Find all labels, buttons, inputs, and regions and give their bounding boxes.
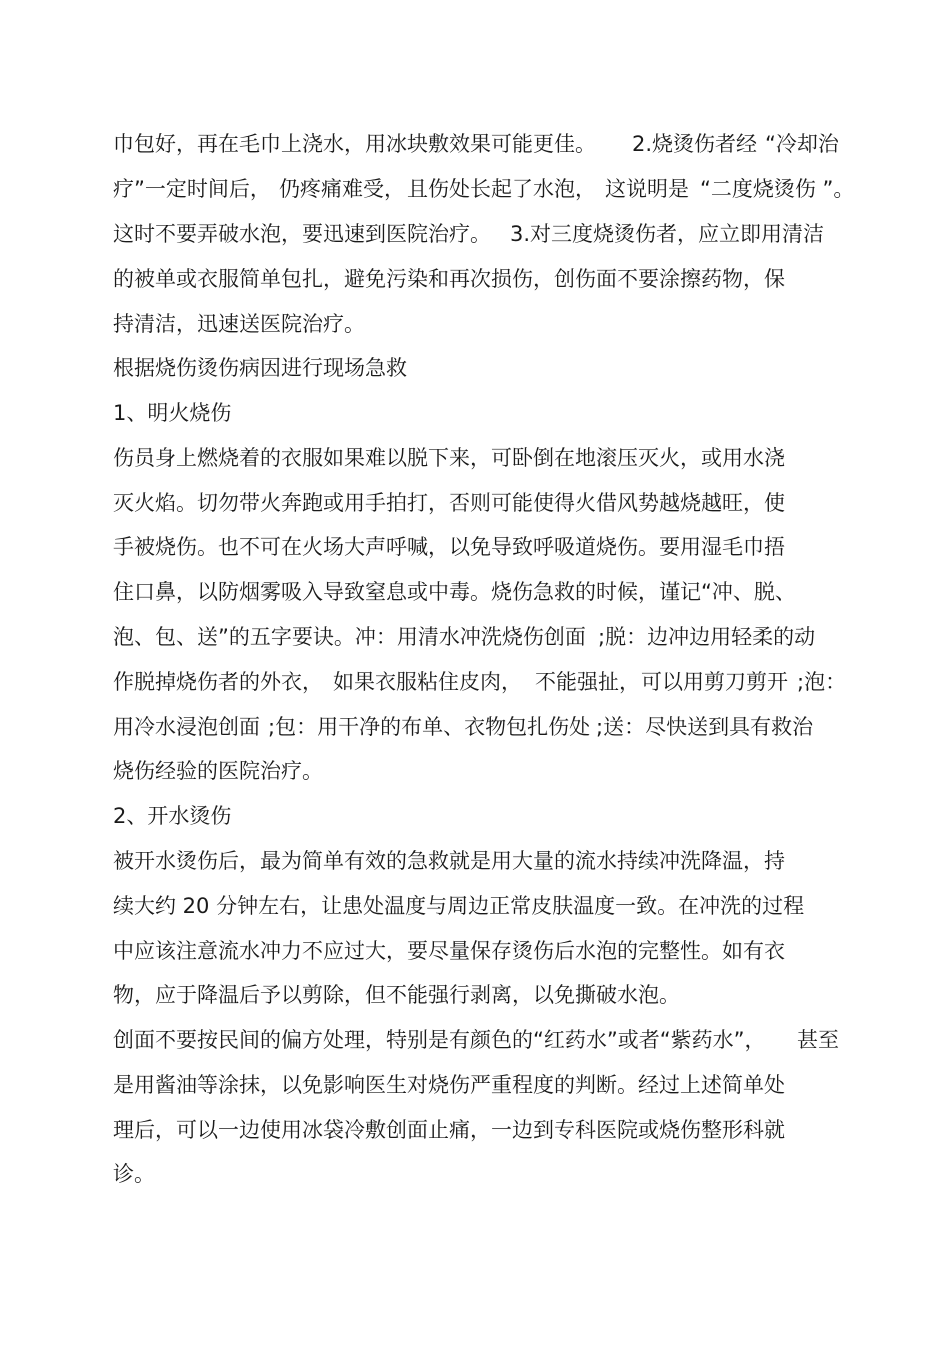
text-segment: 可以用剪刀剪开 <box>641 670 788 694</box>
text-segment: ;脱：边冲边用轻柔的动 <box>598 625 816 649</box>
text-segment: 2.烧烫伤者经 <box>632 132 758 156</box>
text-line <box>0 717 950 738</box>
text-segment: ;送：尽快送到具有救治 <box>596 715 814 739</box>
text-line <box>0 851 950 872</box>
text-segment: 伤员身上燃烧着的衣服如果难以脱下来，可卧倒在地滚压灭火，或用水浇 <box>113 446 785 470</box>
section-heading <box>0 358 950 379</box>
text-line <box>0 1030 950 1051</box>
text-segment: 3.对三度烧烫伤者，应立即用清洁 <box>510 222 825 246</box>
text-segment: 创面不要按民间的偏方处理，特别是有颜色的“红药水”或者“紫药水”， <box>113 1028 766 1052</box>
text-segment: 诊。 <box>113 1162 155 1186</box>
text-line <box>0 672 950 693</box>
text-segment: 被开水烫伤后，最为简单有效的急救就是用大量的流水持续冲洗降温，持 <box>113 849 785 873</box>
text-line <box>0 985 950 1006</box>
text-segment: 这时不要弄破水泡，要迅速到医院治疗。 <box>113 222 491 246</box>
text-line <box>0 448 950 469</box>
text-segment: 理后，可以一边使用冰袋冷敷创面止痛，一边到专科医院或烧伤整形科就 <box>113 1118 785 1142</box>
text-line <box>0 896 950 917</box>
text-segment: 持清洁，迅速送医院治疗。 <box>113 312 365 336</box>
subheading <box>0 403 950 424</box>
text-line <box>0 537 950 558</box>
text-line <box>0 1164 950 1185</box>
subheading <box>0 806 950 827</box>
text-segment: 续大约 20 分钟左右，让患处温度与周边正常皮肤温度一致。在冲洗的过程 <box>113 894 805 918</box>
text-line <box>0 134 950 155</box>
text-line <box>0 224 950 245</box>
text-segment: 如果衣服粘住皮肉， <box>333 670 522 694</box>
text-segment: 巾包好，再在毛巾上浇水，用冰块敷效果可能更佳。 <box>113 132 596 156</box>
text-line <box>0 269 950 290</box>
text-segment: 且伤处长起了水泡， <box>407 177 596 201</box>
text-segment: 甚至 <box>797 1028 839 1052</box>
text-segment: 这说明是 <box>605 177 689 201</box>
text-segment: 是用酱油等涂抹，以免影响医生对烧伤严重程度的判断。经过上述简单处 <box>113 1073 785 1097</box>
text-segment: 作脱掉烧伤者的外衣， <box>113 670 323 694</box>
text-segment: ;包：用干净的布单、衣物包扎伤处 <box>268 715 591 739</box>
section-heading-text: 根据烧伤烫伤病因进行现场急救 <box>113 356 407 380</box>
text-line <box>0 761 950 782</box>
text-segment: 泡、包、送”的五字要诀。冲：用清水冲洗烧伤创面 <box>113 625 586 649</box>
text-line <box>0 493 950 514</box>
text-segment: 中应该注意流水冲力不应过大，要尽量保存烫伤后水泡的完整性。如有衣 <box>113 939 785 963</box>
text-segment: 疗”一定时间后， <box>113 177 271 201</box>
text-segment: 的被单或衣服简单包扎，避免污染和再次损伤，创伤面不要涂擦药物，保 <box>113 267 785 291</box>
subheading-text: 2、开水烫伤 <box>113 804 232 828</box>
text-line <box>0 941 950 962</box>
text-segment: “二度烧烫伤 ”。 <box>700 177 855 201</box>
text-line <box>0 1075 950 1096</box>
text-segment: “冷却治 <box>765 132 839 156</box>
text-segment: 手被烧伤。也不可在火场大声呼喊，以免导致呼吸道烧伤。要用湿毛巾捂 <box>113 535 785 559</box>
text-segment: 灭火焰。切勿带火奔跑或用手拍打，否则可能使得火借风势越烧越旺，使 <box>113 491 785 515</box>
subheading-text: 1、明火烧伤 <box>113 401 232 425</box>
text-segment: 住口鼻，以防烟雾吸入导致窒息或中毒。烧伤急救的时候，谨记“冲、脱、 <box>113 580 796 604</box>
text-line <box>0 179 950 200</box>
text-line <box>0 627 950 648</box>
text-line <box>0 582 950 603</box>
text-line <box>0 1120 950 1141</box>
text-segment: ;泡： <box>797 670 847 694</box>
text-segment: 用冷水浸泡创面 <box>113 715 260 739</box>
text-segment: 不能强扯， <box>535 670 640 694</box>
text-segment: 烧伤经验的医院治疗。 <box>113 759 323 783</box>
text-line <box>0 314 950 335</box>
text-segment: 物，应于降温后予以剪除，但不能强行剥离，以免撕破水泡。 <box>113 983 680 1007</box>
text-segment: 仍疼痛难受， <box>279 177 405 201</box>
